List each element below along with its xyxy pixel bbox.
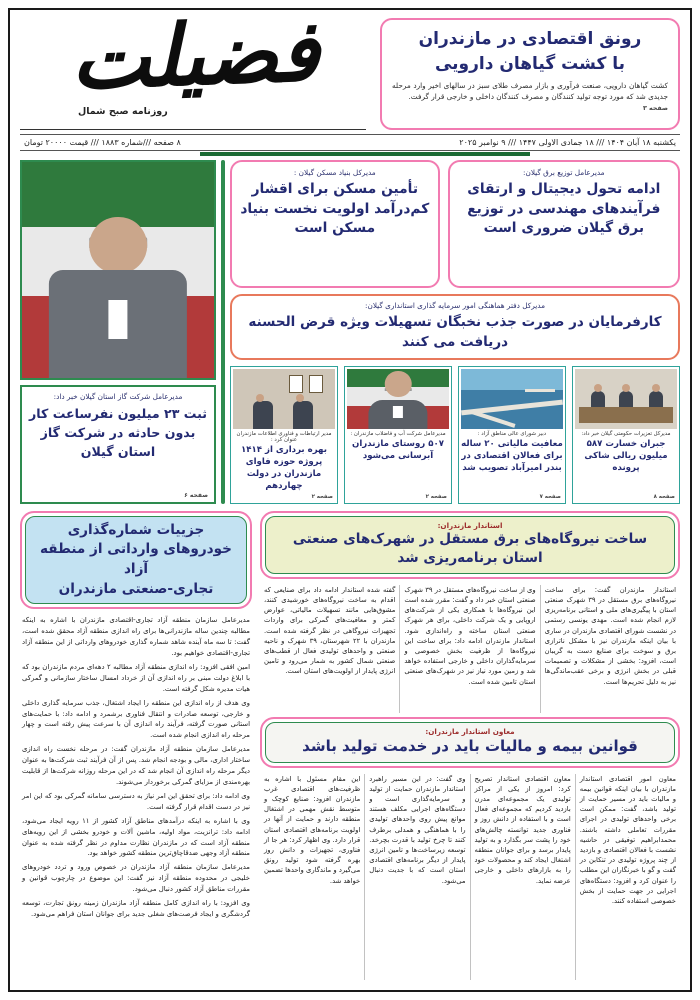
lower-right-zone bbox=[20, 511, 252, 980]
masthead-tagline: روزنامه صبح شمال bbox=[78, 106, 168, 117]
story-headline-line1: ساخت نیروگاه‌های برق مستقل در شهرک‌های صنعتی bbox=[292, 530, 648, 547]
photo-story-page-ref: صفحه ۲ bbox=[311, 493, 333, 500]
dateline-date: یکشنبه ۱۸ آبان ۱۴۰۴ /// ۱۸ جمادی الاولی ۱۴۴۷ /// ۹ نوامبر ۲۰۲۵ bbox=[459, 138, 676, 147]
lead-photo-caption-box bbox=[20, 385, 216, 504]
main-section bbox=[20, 160, 680, 504]
photo-story-row bbox=[230, 366, 680, 504]
story-kicker: استاندار مازندران: bbox=[437, 520, 503, 530]
photo-story-kicker: مدیرعامل شرکت آب و فاضلاب مازندران : bbox=[350, 430, 446, 437]
story-headline-line3: تجاری-صنعتی مازندران bbox=[58, 580, 214, 597]
lead-story-page-ref: صفحه ۶ bbox=[184, 491, 208, 499]
story-box-shomaregozari bbox=[20, 511, 252, 610]
body-paragraph: وی افزود: با راه اندازی کامل منطقه آزاد مازندران زمینه رونق تجارت، توسعه گردشگری و ایجاد فرصت‌های شغلی جدید برای جوانان استان فراهم می‌شود. bbox=[22, 899, 250, 918]
dateline-issue-price: ۸ صفحه ///شماره ۱۸۸۳ /// قیمت ۲۰۰۰۰ تومان bbox=[24, 138, 181, 147]
photo-port-aerial bbox=[461, 369, 563, 429]
newspaper-front-page bbox=[10, 1, 690, 990]
body-column: معاون اقتصادی استاندار تصریح کرد: امروز از یکی از مراکز تولیدی یک مجموعه‌ای مدرن بازدید کردیم که مجموعه‌ای فعال است و با استفاده از دانش روز و فناوری جدید توانسته چالش‌های خود را پشت سر بگذارد و به تولید پایدار برسد و برای جوانان منطقه اشتغال ایجاد کند و محصولات خود را به بازارهای داخلی و خارجی عرضه نماید. bbox=[471, 774, 576, 980]
photo-story-kicker: دبیر شورای عالی مناطق آزاد : bbox=[477, 430, 547, 437]
photo-meeting-room bbox=[575, 369, 677, 429]
photo-story-page-ref: صفحه ۸ bbox=[653, 493, 675, 500]
header bbox=[20, 1, 680, 130]
shomaregozari-body bbox=[20, 615, 252, 979]
masthead bbox=[20, 1, 366, 130]
story-box-karfarma bbox=[230, 294, 680, 360]
photo-officials bbox=[233, 369, 335, 429]
photo-story-title: بهره برداری از ۱۴۱۴ پروژه حوزه فاوای مازندران در دولت چهاردهم bbox=[241, 444, 327, 491]
body-paragraph: وی هدف از راه اندازی این منطقه را ایجاد اشتغال، جذب سرمایه گذاری داخلی و خارجی، توسعه صادرات و انتقال فناوری برشمرد و ادامه داد: با حمایت‌های استانی صورت گرفته، فرآیند راه اندازی آن با سرعت پیش رفته است و چهار مرحله راه اندازی انجام شده است. bbox=[22, 698, 250, 740]
green-accent-rule bbox=[200, 152, 530, 156]
story-headline: تأمین مسکن برای اقشار کم‌درآمد اولویت نخست بنیاد مسکن است bbox=[240, 181, 430, 237]
story-box-niroogah bbox=[260, 511, 680, 579]
lead-photo-column bbox=[20, 160, 216, 504]
body-paragraph: وی ادامه داد: برای تحقق این امر نیاز به دسترسی سامانه گمرکی بود که این امر نیز در دست اقدام قرار گرفته است. bbox=[22, 791, 250, 811]
body-column: وی گفت: در این مسیر راهبرد استاندار مازندران حمایت از تولید و سرمایه‌گذاری است و دستگاه‌های اجرایی مکلف هستند موانع پیش روی واحدهای تولیدی را با هماهنگی و همدلی برطرف کنند تا چرخ تولید با قدرت بچرخد. توسعه زیرساخت‌ها و تامین انرژی پایدار از دیگر برنامه‌های اقتصادی استان است که با جدیت دنبال می‌شود. bbox=[365, 774, 470, 980]
photo-story-title: جبران خسارت ۵۸۷ میلیون ریالی شاکی پرونده bbox=[584, 438, 668, 473]
newspaper-logo: فضیلت bbox=[69, 1, 321, 109]
lower-section bbox=[20, 511, 680, 980]
dateline bbox=[20, 134, 680, 151]
top-story-summary: کشت گیاهان دارویی، صنعت فرآوری و بازار مصرف طلای سبز در سالهای اخیر وارد مرحله جدیدی شد که مورد توجه تولید کنندگان و مصرف کنندگان داخلی و خارجی قرار گرفت. bbox=[392, 81, 668, 102]
story-headline: ادامه تحول دیجیتال و ارتقای فرآیندهای مهندسی در توزیع برق گیلان ضروری است bbox=[467, 181, 661, 237]
photo-story-tazirat bbox=[572, 366, 680, 504]
story-box-bargh bbox=[448, 160, 680, 288]
headline-zone bbox=[230, 160, 680, 504]
body-column: این مقام مسئول با اشاره به ظرفیت‌های اقتصادی غرب مازندران افزود: صنایع کوچک و متوسط نقش مهمی در اشتغال منطقه دارند و حمایت از آنها در اولویت برنامه‌های اقتصادی استان قرار دارد. وی اظهار کرد: هر جا از فناوری، تجهیزات و دانش روز بهره گرفته شود تولید رونق می‌گیرد و ماندگاری واحدها تضمین خواهد شد. bbox=[260, 774, 365, 980]
bimeh-body-columns bbox=[260, 774, 680, 980]
story-kicker: مدیرعامل توزیع برق گیلان: bbox=[523, 168, 605, 177]
photo-story-kicker: مدیر ارتباطات و فناوری اطلاعات مازندران عنوان کرد : bbox=[236, 430, 332, 443]
story-kicker: مدیرکل دفتر هماهنگی امور سرمایه گذاری استانداری گیلان: bbox=[365, 301, 545, 310]
photo-story-abfa bbox=[344, 366, 452, 504]
photo-podium-speaker bbox=[347, 369, 449, 429]
body-column: وی از ساخت نیروگاه‌های مستقل در ۳۹ شهرک صنعتی استان خبر داد و گفت: مقرر شده است این نیروگاه‌ها با همکاری یکی از شرکت‌های اروپایی و یک شرکت داخلی، برای هر شهرک صنعتی استان ساخته و راه‌اندازی شود. استاندار مازندران ادامه داد: برای ساخت این نیروگاه‌ها از ظرفیت بخش خصوصی و سرمایه‌گذاران داخلی و خارجی استفاده خواهد شد و زمین مورد نیاز نیز در شهرک‌های صنعتی استان تامین شده است. bbox=[400, 585, 540, 713]
body-paragraph: مدیرعامل سازمان منطقه آزاد مازندران در خصوص ورود و تردد خودروهای خلیجی در محدوده منطقه آزاد نیز گفت: این موضوع در چارچوب قوانین و مقررات مناطق آزاد کشور دنبال می‌شود. bbox=[22, 863, 250, 894]
body-column: استاندار مازندران گفت: برای ساخت نیروگاه‌های برق مستقل در ۳۹ شهرک صنعتی استان با پیگیری‌های ملی و استانی برنامه‌ریزی لازم انجام شده است. مهدی یونسی رستمی در نشست شورای اقتصادی مازندران در ساری با بیان اینکه مازندران نیز با مشکل ناترازی برق و سوخت برای صنایع دست به گریبان است، افزود: بخشی از مشکلات و تصمیمات قبلی در بخش انرژی و برخی عقب‌ماندگی‌ها نیز به دلیل تحریم‌ها است. bbox=[544, 585, 676, 686]
story-box-bimeh bbox=[260, 717, 680, 768]
photo-story-page-ref: صفحه ۲ bbox=[425, 493, 447, 500]
top-story-page-ref: صفحه ۳ bbox=[642, 105, 668, 113]
story-headline-line1: جزییات شماره‌گذاری bbox=[67, 521, 205, 538]
photo-story-fava bbox=[230, 366, 338, 504]
vertical-divider bbox=[221, 160, 225, 504]
lead-story-headline: ثبت ۲۳ میلیون نفرساعت کار بدون حادثه در شرکت گاز استان گیلان bbox=[29, 406, 207, 459]
body-paragraph: امین افقی افزود: راه اندازی منطقه آزاد مطالبه ۲ دهه‌ای مردم مازندران بود که با ابلاغ دولت مبنی بر راه اندازی آن از خرداد امسال ساختار سازمانی و گمرکی هیات مدیره شکل گرفته است. bbox=[22, 662, 251, 693]
lead-story-kicker: مدیرعامل شرکت گاز استان گیلان خبر داد: bbox=[53, 392, 183, 401]
photo-story-kicker: مدیرکل تعزیرات حکومتی گیلان خبر داد: bbox=[581, 430, 671, 437]
photo-story-title: معافیت مالیاتی ۲۰ ساله برای فعالان اقتصادی در بندر امیرآباد تصویب شد bbox=[461, 438, 563, 473]
body-paragraph: مدیرعامل سازمان منطقه آزاد مازندران گفت: در مرحله نخست راه اندازی ساختار اداری، مالی و بودجه انجام شد. پس از آن فرآیند ثبت شرکت‌ها به عنوان دیگر مرحله راه اندازی آن انجام شد که در این مرحله روزانه شرکت‌ها از قابلیت بهره‌مندی از مزایای گمرکی برخوردار می‌شوند. bbox=[22, 745, 250, 786]
body-paragraph: مدیرعامل سازمان منطقه آزاد تجاری-اقتصادی مازندران با اشاره به اینکه مطالبه چندین ساله مازندرانی‌ها برای راه اندازی منطقه آزاد محقق شده است، گفت: تا سه ماه آینده شاهد شماره گذاری خودروهای وارداتی از این منطقه آزاد تجاری-اقتصادی خواهیم بود. bbox=[22, 616, 250, 658]
story-headline-line2: استان برنامه‌ریزی شد bbox=[397, 550, 543, 567]
story-headline: قوانین بیمه و مالیات باید در خدمت تولید باشد bbox=[302, 736, 638, 755]
top-story-box bbox=[380, 18, 680, 130]
photo-story-page-ref: صفحه ۷ bbox=[539, 493, 561, 500]
story-headline: کارفرمایان در صورت جذب نخبگان تسهیلات ویژه قرض الحسنه دریافت می کنند bbox=[248, 314, 662, 351]
story-headline-line2: خودروهای وارداتی از منطقه آزاد bbox=[40, 541, 232, 577]
photo-story-title: ۵۰۷ روستای مازندران آبرسانی می‌شود bbox=[352, 438, 444, 461]
lower-left-zone bbox=[260, 511, 680, 980]
niroogah-body-columns bbox=[260, 585, 680, 713]
top-story-title-line2: با کشت گیاهان دارویی bbox=[434, 53, 626, 74]
top-story-title-line1: رونق اقتصادی در مازندران bbox=[418, 29, 642, 49]
story-kicker: مدیرکل بنیاد مسکن گیلان : bbox=[293, 168, 376, 177]
photo-story-amirabad bbox=[458, 366, 566, 504]
story-kicker: معاون استاندار مازندران: bbox=[425, 726, 515, 736]
body-column: معاون امور اقتصادی استاندار مازندران با بیان اینکه قوانین بیمه و مالیات باید در مسیر حمایت از تولید باشد، گفت: ممکن است برخی واحدهای تولیدی در اجرای مقررات تعاملی داشته باشند. محمدابراهیم توفیقی در حاشیه نشست با فعالان اقتصادی و بازدید از چند پروژه تولیدی در تنکابن در گفت و گو با خبرنگاران این مطلب را عنوان کرد و افزود: دستگاه‌های اجرایی در جهت حمایت از بخش خصوصی استفاده کنند. bbox=[579, 774, 676, 905]
body-paragraph: وی با اشاره به اینکه درآمدهای مناطق آزاد کشور از ۱۱ رویه ایجاد می‌شود، ادامه داد: ترانزیت، مواد اولیه، ماشین آلات و خودرو بخشی از این رویه‌های منطقه آزاد است که در مازندران نظارت مداوم در نظر گرفته شده به عنوان منطقه آزاد وجهی ضدقاچاق‌ترین منطقه کشور خواهد بود. bbox=[22, 816, 250, 858]
headline-row bbox=[230, 160, 680, 288]
story-box-maskan bbox=[230, 160, 440, 288]
body-column: گفته شده استاندار ادامه داد برای صنایعی که اقدام به ساخت نیروگاه‌های خورشیدی کنند، مشوق‌هایی مانند تسهیلات مالیاتی، عوارض کمتر و معافیت‌های گمرکی برای واردات تجهیزات نیروگاهی در نظر گرفته شده است. مازندران با ۲۲ شهرستان، ۳۹ شهرک و ناحیه صنعتی و واحدهای تولیدی فعال از قطب‌های صنعتی شمال کشور به شمار می‌رود و تامین انرژی پایدار از اولویت‌های استان است. bbox=[260, 585, 400, 713]
photo-gas-ceo bbox=[20, 160, 216, 380]
